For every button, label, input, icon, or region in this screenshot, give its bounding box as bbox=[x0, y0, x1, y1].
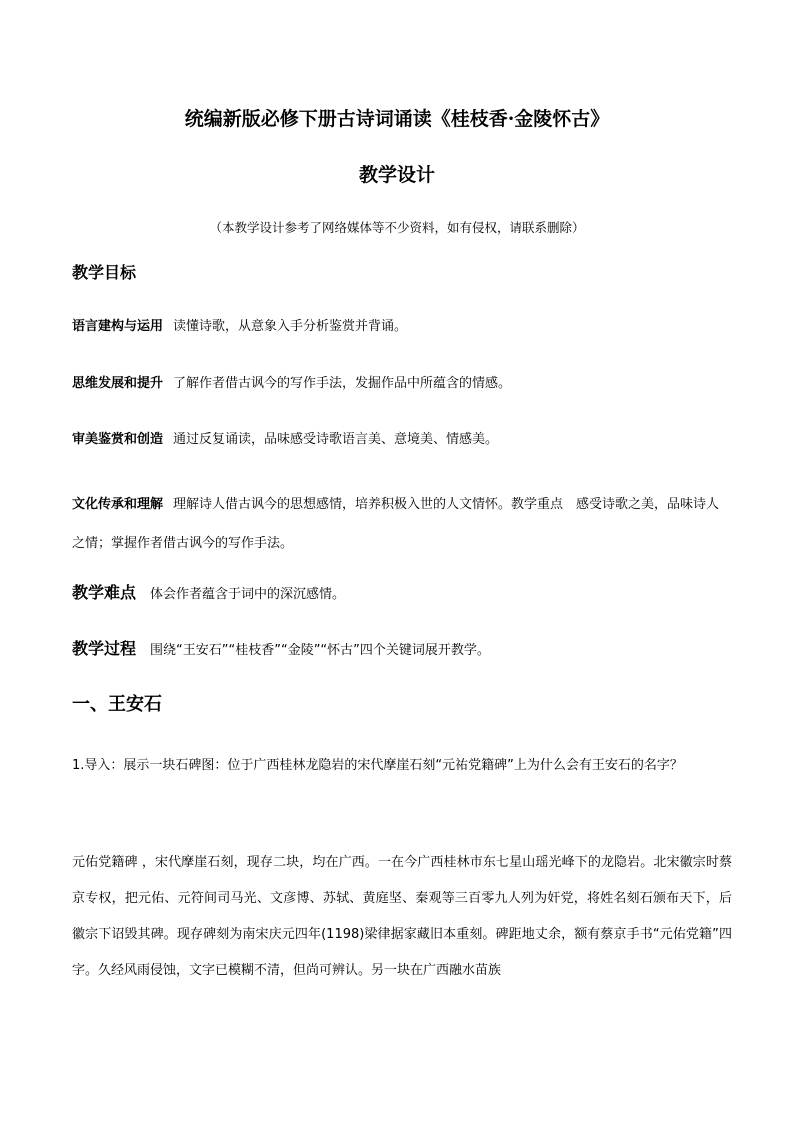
objective-item bbox=[72, 485, 732, 563]
intro-paragraph: 1.导入：展示一块石碑图：位于广西桂林龙隐岩的宋代摩崖石刻“元祐党籍碑”上为什么会有王安石的名字？ bbox=[72, 758, 683, 773]
objective-text: 理解诗人借古讽今的思想感情，培养积极入世的人文情怀。教学重点 感受诗歌之美，品味诗人之情；掌握作者借古讽今的写作手法。 bbox=[72, 497, 720, 551]
difficulty-row bbox=[72, 580, 345, 603]
objective-label: 审美鉴赏和创造 bbox=[72, 432, 164, 447]
objective-text: 了解作者借古讽今的写作手法，发掘作品中所蕴含的情感。 bbox=[173, 376, 512, 391]
process-heading: 教学过程 bbox=[72, 639, 137, 658]
difficulty-text: 体会作者蕴含于词中的深沉感情。 bbox=[150, 587, 346, 602]
objective-label: 思维发展和提升 bbox=[72, 376, 164, 391]
process-row bbox=[72, 636, 490, 659]
objective-label: 文化传承和理解 bbox=[72, 497, 164, 512]
objective-label: 语言建构与运用 bbox=[72, 319, 164, 334]
objective-text: 通过反复诵读，品味感受诗歌语言美、意境美、情感美。 bbox=[173, 432, 499, 447]
document-title: 统编新版必修下册古诗词诵读《桂枝香·金陵怀古》 bbox=[184, 108, 610, 130]
copyright-note: （本教学设计参考了网络媒体等不少资料，如有侵权，请联系删除） bbox=[209, 220, 585, 235]
objective-text: 读懂诗歌，从意象入手分析鉴赏并背诵。 bbox=[173, 319, 408, 334]
body-paragraph: 元佑党籍碑 ，宋代摩崖石刻，现存二块，均在广西。一在今广西桂林市东七星山瑶光峰下的龙隐岩。北宋徽宗时蔡京专权，把元佑、元符间司马光、文彦博、苏轼、黄庭坚、秦观等三百零九人列为奸党，将姓名刻石颁布天下，后徽宗下诏毁其碑。现存碑刻为南宋庆元四年(1198)梁律据家藏旧本重刻。碑距地丈余，额有蔡京手书“元佑党籍”四字。久经风雨侵蚀，文字已模糊不清，但尚可辨认。另一块在广西融水苗族 bbox=[72, 855, 732, 978]
section-heading: 一、王安石 bbox=[72, 694, 162, 715]
objective-item bbox=[72, 374, 732, 394]
objectives-heading: 教学目标 bbox=[72, 263, 137, 282]
difficulty-heading: 教学难点 bbox=[72, 583, 137, 602]
objective-item bbox=[72, 430, 732, 450]
process-text: 围绕“王安石”“桂枝香”“金陵”“怀古”四个关键词展开教学。 bbox=[150, 643, 490, 658]
objective-item bbox=[72, 317, 732, 337]
document-subtitle: 教学设计 bbox=[358, 164, 435, 186]
